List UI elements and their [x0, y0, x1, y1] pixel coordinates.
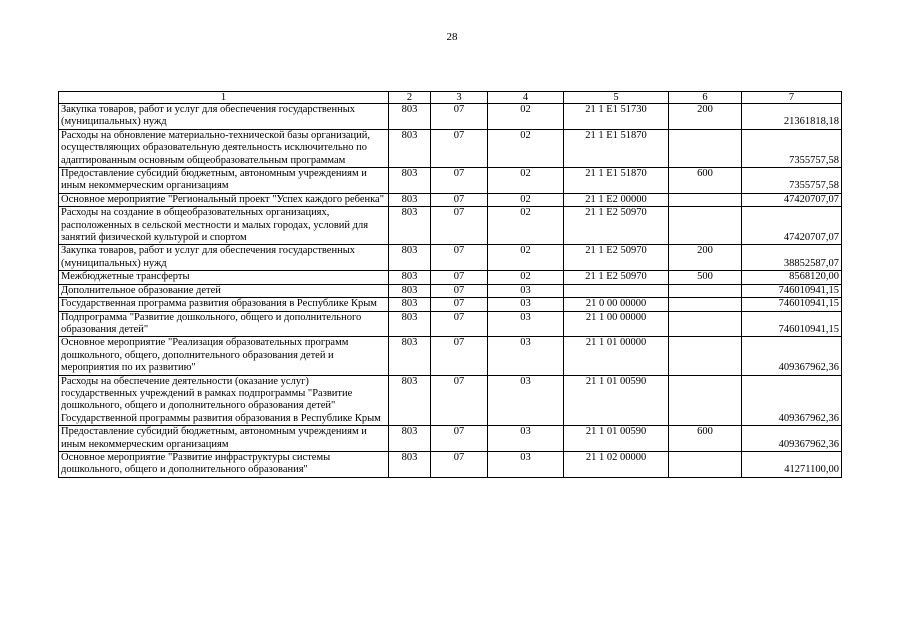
amount-cell: 47420707,07	[742, 193, 842, 206]
amount-cell: 47420707,07	[742, 207, 842, 245]
row-name-cell: Подпрограмма "Развитие дошкольного, общего и дополнительного образования детей"	[59, 311, 389, 337]
section-code-cell: 07	[431, 245, 488, 271]
subsection-code-cell: 02	[488, 193, 564, 206]
amount-cell: 38852587,07	[742, 245, 842, 271]
section-code-cell: 07	[431, 104, 488, 130]
ministry-code-cell: 803	[389, 245, 431, 271]
row-name-cell: Закупка товаров, работ и услуг для обеспечения государственных (муниципальных) нужд	[59, 104, 389, 130]
target-article-cell: 21 1 E2 50970	[564, 271, 669, 284]
column-header: 6	[669, 92, 742, 104]
section-code-cell: 07	[431, 298, 488, 311]
amount-cell: 41271100,00	[742, 451, 842, 477]
row-name-cell: Государственная программа развития образования в Республике Крым	[59, 298, 389, 311]
section-code-cell: 07	[431, 337, 488, 375]
table-row	[59, 298, 842, 311]
subsection-code-cell: 03	[488, 311, 564, 337]
column-header: 3	[431, 92, 488, 104]
ministry-code-cell: 803	[389, 193, 431, 206]
amount-cell: 21361818,18	[742, 104, 842, 130]
subsection-code-cell: 03	[488, 451, 564, 477]
target-article-cell: 21 1 E1 51730	[564, 104, 669, 130]
subsection-code-cell: 02	[488, 168, 564, 194]
row-name-cell: Межбюджетные трансферты	[59, 271, 389, 284]
budget-table	[58, 91, 842, 478]
expense-type-cell	[669, 311, 742, 337]
subsection-code-cell: 03	[488, 426, 564, 452]
row-name-cell: Основное мероприятие "Реализация образовательных программ дошкольного, общего, дополнительного образования детей и мероприятия по их развитию"	[59, 337, 389, 375]
target-article-cell: 21 1 01 00590	[564, 426, 669, 452]
subsection-code-cell: 03	[488, 298, 564, 311]
amount-cell: 7355757,58	[742, 129, 842, 167]
table-row	[59, 451, 842, 477]
page-number: 28	[446, 31, 458, 43]
section-code-cell: 07	[431, 311, 488, 337]
row-name-cell: Основное мероприятие "Развитие инфраструктуры системы дошкольного, общего и дополнительного образования"	[59, 451, 389, 477]
column-header: 4	[488, 92, 564, 104]
expense-type-cell: 600	[669, 168, 742, 194]
target-article-cell: 21 1 E2 50970	[564, 245, 669, 271]
amount-cell: 7355757,58	[742, 168, 842, 194]
ministry-code-cell: 803	[389, 168, 431, 194]
amount-cell: 746010941,15	[742, 298, 842, 311]
subsection-code-cell: 03	[488, 375, 564, 426]
section-code-cell: 07	[431, 271, 488, 284]
amount-cell: 746010941,15	[742, 284, 842, 297]
subsection-code-cell: 02	[488, 104, 564, 130]
row-name-cell: Дополнительное образование детей	[59, 284, 389, 297]
column-header: 5	[564, 92, 669, 104]
expense-type-cell: 500	[669, 271, 742, 284]
subsection-code-cell: 02	[488, 271, 564, 284]
column-header: 2	[389, 92, 431, 104]
row-name-cell: Основное мероприятие "Региональный проект "Успех каждого ребенка"	[59, 193, 389, 206]
section-code-cell: 07	[431, 375, 488, 426]
target-article-cell: 21 1 01 00000	[564, 337, 669, 375]
table-row	[59, 207, 842, 245]
target-article-cell: 21 1 E1 51870	[564, 129, 669, 167]
ministry-code-cell: 803	[389, 375, 431, 426]
ministry-code-cell: 803	[389, 207, 431, 245]
section-code-cell: 07	[431, 129, 488, 167]
column-header: 7	[742, 92, 842, 104]
ministry-code-cell: 803	[389, 284, 431, 297]
amount-cell: 409367962,36	[742, 426, 842, 452]
ministry-code-cell: 803	[389, 337, 431, 375]
table-row	[59, 271, 842, 284]
target-article-cell: 21 1 E2 00000	[564, 193, 669, 206]
ministry-code-cell: 803	[389, 129, 431, 167]
target-article-cell: 21 1 E2 50970	[564, 207, 669, 245]
table-row	[59, 375, 842, 426]
table-row	[59, 193, 842, 206]
expense-type-cell	[669, 207, 742, 245]
section-code-cell: 07	[431, 193, 488, 206]
table-row	[59, 426, 842, 452]
table-header-row	[59, 92, 842, 104]
ministry-code-cell: 803	[389, 426, 431, 452]
expense-type-cell	[669, 337, 742, 375]
table-row	[59, 311, 842, 337]
amount-cell: 409367962,36	[742, 337, 842, 375]
subsection-code-cell: 02	[488, 129, 564, 167]
expense-type-cell	[669, 129, 742, 167]
row-name-cell: Предоставление субсидий бюджетным, автономным учреждениям и иным некоммерческим организациям	[59, 426, 389, 452]
subsection-code-cell: 02	[488, 207, 564, 245]
expense-type-cell: 200	[669, 245, 742, 271]
table-row	[59, 168, 842, 194]
table-row	[59, 245, 842, 271]
row-name-cell: Расходы на создание в общеобразовательных организациях, расположенных в сельской местности и малых городах, условий для занятий физической культурой и спортом	[59, 207, 389, 245]
expense-type-cell: 200	[669, 104, 742, 130]
section-code-cell: 07	[431, 168, 488, 194]
amount-cell: 8568120,00	[742, 271, 842, 284]
subsection-code-cell: 03	[488, 284, 564, 297]
row-name-cell: Предоставление субсидий бюджетным, автономным учреждениям и иным некоммерческим организациям	[59, 168, 389, 194]
target-article-cell: 21 1 01 00590	[564, 375, 669, 426]
subsection-code-cell: 03	[488, 337, 564, 375]
ministry-code-cell: 803	[389, 311, 431, 337]
expense-type-cell	[669, 298, 742, 311]
section-code-cell: 07	[431, 284, 488, 297]
ministry-code-cell: 803	[389, 271, 431, 284]
row-name-cell: Закупка товаров, работ и услуг для обеспечения государственных (муниципальных) нужд	[59, 245, 389, 271]
table-row	[59, 104, 842, 130]
section-code-cell: 07	[431, 426, 488, 452]
amount-cell: 746010941,15	[742, 311, 842, 337]
ministry-code-cell: 803	[389, 298, 431, 311]
column-header: 1	[59, 92, 389, 104]
row-name-cell: Расходы на обновление материально-технической базы организаций, осуществляющих образовательную деятельность исключительно по адаптированным основным общеобразовательным программам	[59, 129, 389, 167]
table-row	[59, 284, 842, 297]
expense-type-cell	[669, 451, 742, 477]
target-article-cell	[564, 284, 669, 297]
expense-type-cell: 600	[669, 426, 742, 452]
ministry-code-cell: 803	[389, 451, 431, 477]
table-row	[59, 129, 842, 167]
target-article-cell: 21 1 E1 51870	[564, 168, 669, 194]
expense-type-cell	[669, 193, 742, 206]
ministry-code-cell: 803	[389, 104, 431, 130]
target-article-cell: 21 1 02 00000	[564, 451, 669, 477]
expense-type-cell	[669, 375, 742, 426]
target-article-cell: 21 1 00 00000	[564, 311, 669, 337]
section-code-cell: 07	[431, 451, 488, 477]
amount-cell: 409367962,36	[742, 375, 842, 426]
row-name-cell: Расходы на обеспечение деятельности (оказание услуг) государственных учреждений в рамках подпрограммы "Развитие дошкольного, общего и дополнительного образования детей" Государственной программы развития образования в Республике Крым	[59, 375, 389, 426]
target-article-cell: 21 0 00 00000	[564, 298, 669, 311]
expense-type-cell	[669, 284, 742, 297]
section-code-cell: 07	[431, 207, 488, 245]
subsection-code-cell: 02	[488, 245, 564, 271]
table-row	[59, 337, 842, 375]
